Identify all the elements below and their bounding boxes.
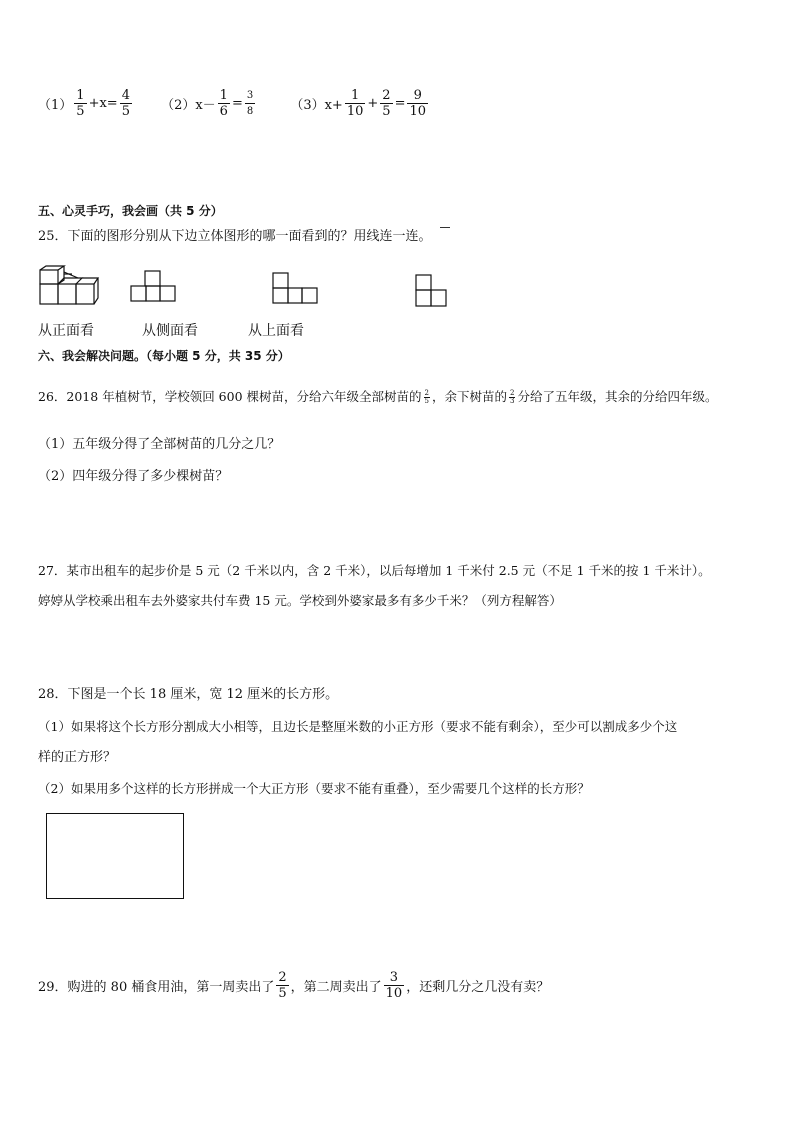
equation-label: （3）x+: [290, 98, 343, 113]
question-28-sub-1b: 样的正方形？: [38, 750, 117, 765]
equations-row: [38, 88, 430, 119]
fraction: $\frac{2}{3}$: [509, 389, 515, 405]
question-26-sub-2: （2）四年级分得了多少棵树苗？: [38, 469, 229, 484]
question-26: 26．2018 年植树节，学校领回 600 棵树苗，分给六年级全部树苗的 $\frac{2}{5}$ ，余下树苗的 $\frac{2}{3}$ 分给了五年级，其余的分给四年级。: [38, 389, 718, 405]
fraction: $\frac{3}{10}$: [385, 970, 403, 1001]
fraction: $\frac{2}{5}$: [278, 970, 287, 1001]
fraction: $\frac{4}{5}$: [121, 88, 130, 119]
solid-figure: [38, 264, 100, 306]
equation-1: （1） $\frac{1}{5}$ +x= $\frac{4}{5}$: [38, 88, 130, 119]
fraction: $\frac{2}{5}$: [424, 389, 429, 405]
equation-3: （3）x+ $\frac{1}{10}$ + $\frac{2}{5}$ = $\frac{9}{10}$: [290, 88, 427, 119]
question-28-line-1: 28．下图是一个长 18 厘米，宽 12 厘米的长方形。: [38, 687, 339, 702]
rectangle-figure: [46, 813, 184, 899]
equation-label: （1）: [38, 98, 73, 113]
question-26-sub-1: （1）五年级分得了全部树苗的几分之几？: [38, 437, 281, 452]
question-25: 25．下面的图形分别从下边立体图形的哪一面看到的？用线连一连。: [38, 229, 432, 244]
section-5-title: 五、心灵手巧，我会画（共 5 分）: [38, 204, 223, 218]
equation-2: （2）x－ $\frac{1}{6}$ = $\frac{3}{8}$: [161, 88, 254, 119]
fraction: $\frac{9}{10}$: [409, 88, 427, 119]
section-6-title: 六、我会解决问题。（每小题 5 分，共 35 分）: [38, 349, 290, 363]
fraction: $\frac{1}{5}$: [76, 88, 85, 119]
view-label-front: 从正面看: [38, 323, 94, 339]
scan-mark: [440, 227, 450, 228]
fraction: $\frac{1}{10}$: [346, 88, 364, 119]
fraction: $\frac{2}{5}$: [382, 88, 391, 119]
view-label-top: 从上面看: [248, 323, 304, 339]
question-27-line-1: 27．某市出租车的起步价是 5 元（2 千米以内，含 2 千米），以后每增加 1 千米付 2.5 元（不足 1 千米的按 1 千米计）。: [38, 563, 711, 578]
fraction: $\frac{1}{6}$: [219, 88, 228, 119]
view-figure-2: [272, 272, 318, 304]
question-29: 29．购进的 80 桶食用油，第一周卖出了 $\frac{2}{5}$ ，第二周卖出了 $\frac{3}{10}$ ，还剩几分之几没有卖？: [38, 970, 550, 1001]
fraction: $\frac{3}{8}$: [246, 90, 254, 117]
view-figure-3: [414, 274, 448, 308]
equation-label: （2）x－: [161, 98, 216, 113]
question-28-sub-1a: （1）如果将这个长方形分割成大小相等，且边长是整厘米数的小正方形（要求不能有剩余），至少可以割成多少个这: [38, 719, 678, 734]
question-28-sub-2: （2）如果用多个这样的长方形拼成一个大正方形（要求不能有重叠），至少需要几个这样的长方形？: [38, 781, 590, 796]
view-label-side: 从侧面看: [142, 323, 198, 339]
question-27-line-2: 婷婷从学校乘出租车去外婆家共付车费 15 元。学校到外婆家最多有多少千米？（列方程解答）: [38, 593, 562, 608]
view-figure-1: [130, 270, 176, 302]
